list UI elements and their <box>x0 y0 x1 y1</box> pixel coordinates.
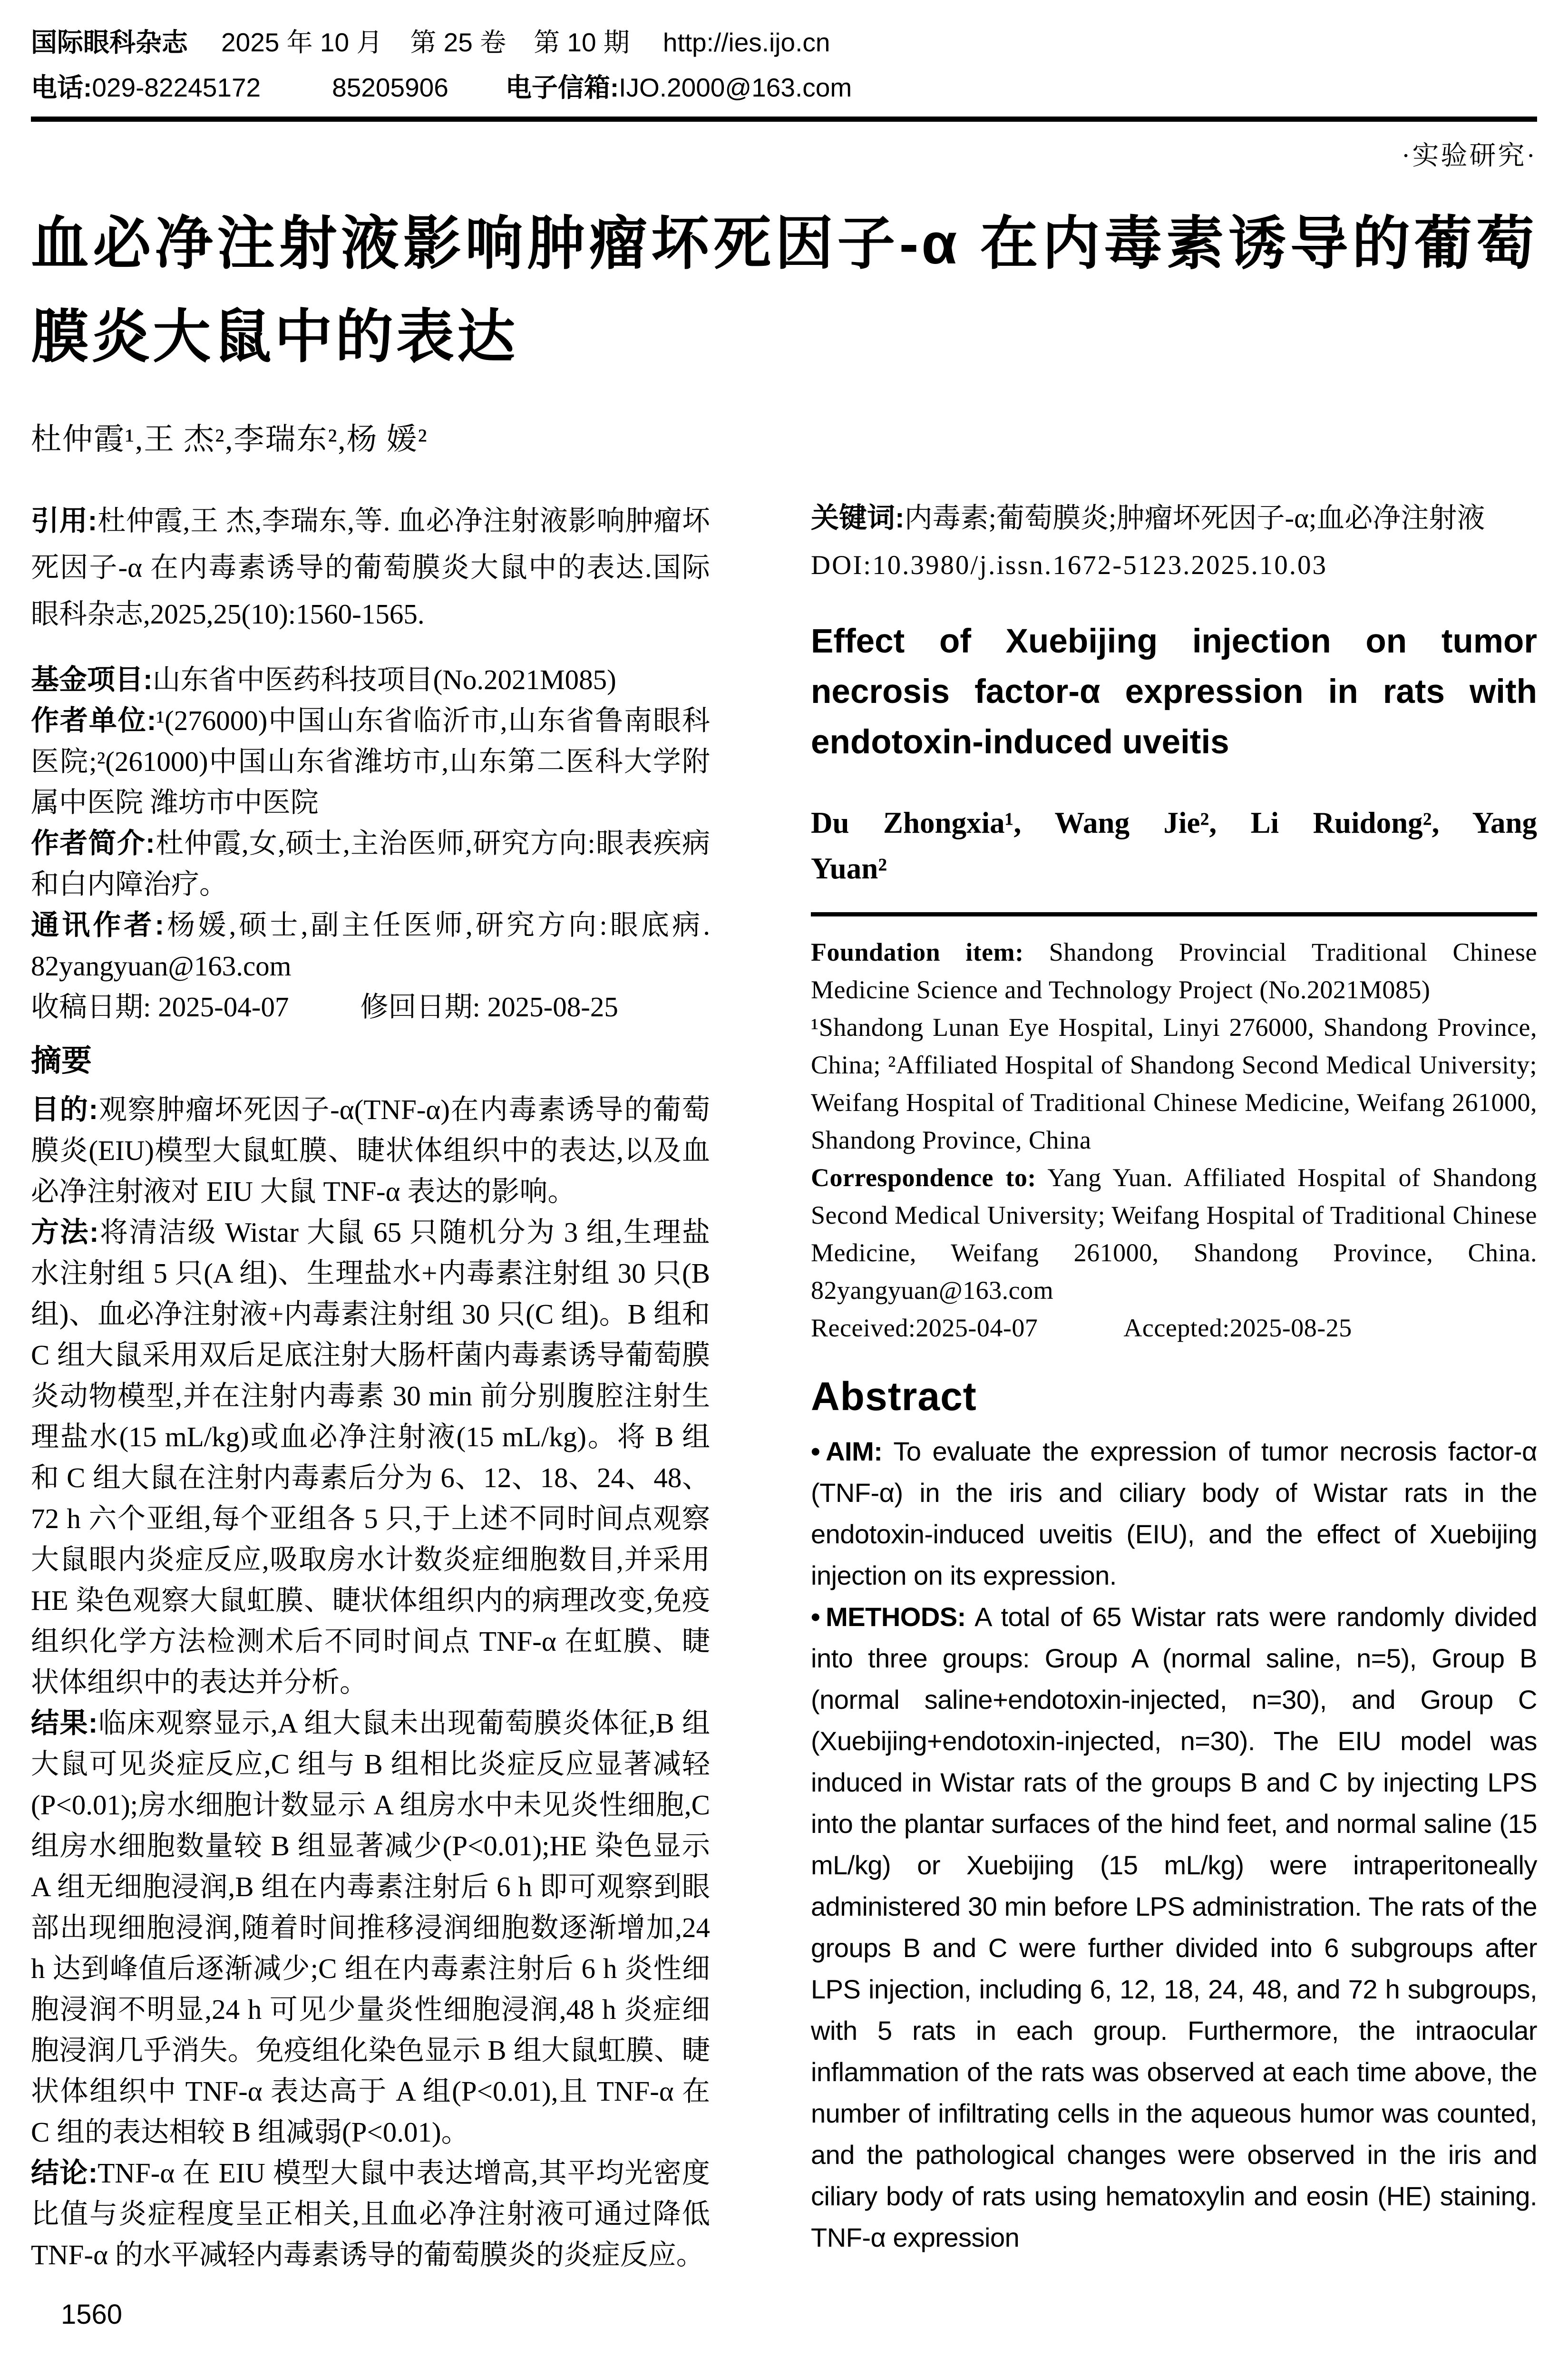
accepted-label-en: Accepted: <box>1123 1313 1230 1342</box>
citation-paragraph <box>31 497 710 637</box>
affiliation-paragraph-en: ¹Shandong Lunan Eye Hospital, Linyi 276000, Shandong Province, China; ²Affiliated Hospital of Shandong Second Medical University; Weifang Hospital of Traditional Chinese Medicine, Weifang 261000, Shandong Province, China <box>811 1013 1537 1154</box>
right-column <box>811 497 1537 2275</box>
phone-label: 电话: <box>31 72 92 102</box>
foundation-text-en: Shandong Provincial Traditional Chinese Medicine Science and Technology Project (No.2021M085) <box>811 937 1537 1004</box>
keywords-paragraph <box>811 497 1537 538</box>
aim-text-cn: 观察肿瘤坏死因子-α(TNF-α)在内毒素诱导的葡萄膜炎(EIU)模型大鼠虹膜、睫状体组织中的表达,以及血必净注射液对 EIU 大鼠 TNF-α 表达的影响。 <box>31 1093 710 1207</box>
methods-text-en: A total of 65 Wistar rats were randomly divided into three groups: Group A (normal saline, n=5), Group B (normal saline+endotoxin-injected, n=30), and Group C (Xuebijing+endotoxin-injected, n=30). The EIU model was induced in Wistar rats of the groups B and C by injecting LPS into the plantar surfaces of the hind feet, and normal saline (15 mL/kg) or Xuebijing (15 mL/kg) were intraperitoneally administered 30 min before LPS administration. The rats of the groups B and C were further divided into 6 subgroups after LPS injection, including 6, 12, 18, 24, 48, and 72 h subgroups, with 5 rats in each group. Furthermore, the intraocular inflammation of the rats was observed at each time above, the number of infiltrating cells in the aqueous humor was counted, and the pathological changes were observed in the iris and ciliary body of rats using hematoxylin and eosin (HE) staining. TNF-α expression <box>811 1601 1537 2252</box>
abstract-heading-en: Abstract <box>811 1374 977 1419</box>
dates-line-cn <box>31 986 710 1027</box>
affiliation-label: 作者单位: <box>31 704 156 736</box>
correspondence-text-cn: 杨媛,硕士,副主任医师,研究方向:眼底病. 82yangyuan@163.com <box>31 909 710 982</box>
journal-name: 国际眼科杂志 <box>31 28 188 57</box>
biography-label: 作者简介: <box>31 827 155 859</box>
affiliation-paragraph <box>31 700 710 823</box>
doi-line: DOI:10.3980/j.issn.1672-5123.2025.10.03 <box>811 550 1327 580</box>
affiliation-text: ¹(276000)中国山东省临沂市,山东省鲁南眼科医院;²(261000)中国山东省潍坊市,山东第二医科大学附属中医院 潍坊市中医院 <box>31 704 710 818</box>
foundation-paragraph-en <box>811 934 1537 1009</box>
methods-paragraph-cn <box>31 1212 710 1703</box>
aim-paragraph-en <box>811 1431 1537 1596</box>
biography-paragraph <box>31 823 710 905</box>
aim-text-en: To evaluate the expression of tumor necrosis factor-α (TNF-α) in the iris and ciliary body of Wistar rats in the endotoxin-induced uveitis (EIU), and the effect of Xuebijing injection on its expression. <box>811 1436 1537 1590</box>
conclusion-paragraph-cn <box>31 2153 710 2275</box>
aim-paragraph-cn <box>31 1089 710 1212</box>
abstract-heading-cn: 摘要 <box>31 1043 92 1078</box>
article-title-en: Effect of Xuebijing injection on tumor necrosis factor-α expression in rats with endotoxin-induced uveitis <box>811 622 1537 761</box>
foundation-label: 基金项目: <box>31 663 153 695</box>
received-label-en: Received: <box>811 1313 916 1342</box>
conclusion-label-cn: 结论: <box>31 2157 98 2189</box>
header-rule <box>31 117 1537 122</box>
journal-issue: 第 10 期 <box>534 28 630 57</box>
dates-line-en <box>811 1309 1537 1347</box>
accepted-date-en: 2025-08-25 <box>1229 1313 1352 1342</box>
revised-label-cn: 修回日期: <box>360 991 480 1023</box>
correspondence-label-en: Correspondence to: <box>811 1163 1036 1192</box>
two-column-body <box>31 497 1537 2275</box>
methods-label-cn: 方法: <box>31 1216 99 1248</box>
keywords-text: 内毒素;葡萄膜炎;肿瘤坏死因子-α;血必净注射液 <box>904 502 1485 534</box>
received-date-cn: 2025-04-07 <box>151 991 289 1023</box>
results-paragraph-cn <box>31 1703 710 2153</box>
results-text-cn: 临床观察显示,A 组大鼠未出现葡萄膜炎体征,B 组大鼠可见炎症反应,C 组与 B 组相比炎症反应显著减轻(P<0.01);房水细胞计数显示 A 组房水中未见炎性细胞,C 组房水细胞数量较 B 组显著减少(P<0.01);HE 染色显示 A 组无细胞浸润,B 组在内毒素注射后 6 h 即可观察到眼部出现细胞浸润,随着时间推移浸润细胞数逐渐增加,24 h 达到峰值后逐渐减少;C 组在内毒素注射后 6 h 炎性细胞浸润不明显,24 h 可见少量炎性细胞浸润,48 h 炎症细胞浸润几乎消失。免疫组化染色显示 B 组大鼠虹膜、睫状体组织中 TNF-α 表达高于 A 组(P<0.01),且 TNF-α 在 C 组的表达相较 B 组减弱(P<0.01)。 <box>31 1707 710 2148</box>
journal-header <box>31 26 1537 122</box>
phone-number-1: 029-82245172 <box>92 72 261 102</box>
foundation-text: 山东省中医药科技项目(No.2021M085) <box>152 663 616 695</box>
received-date-en: 2025-04-07 <box>915 1313 1038 1342</box>
email-label: 电子信箱: <box>505 72 619 102</box>
left-column <box>31 497 710 2275</box>
received-label-cn: 收稿日期: <box>31 991 151 1023</box>
foundation-paragraph <box>31 659 710 700</box>
methods-label-en: METHODS: <box>826 1601 966 1632</box>
email-address: IJO.2000@163.com <box>619 72 852 102</box>
bullet-icon: • <box>811 1601 820 1632</box>
citation-text: 杜仲霞,王 杰,李瑞东,等. 血必净注射液影响肿瘤坏死因子-α 在内毒素诱导的葡萄膜炎大鼠中的表达.国际眼科杂志,2025,25(10):1560-1565. <box>31 505 710 630</box>
correspondence-label-cn: 通讯作者: <box>31 909 165 941</box>
header-line-1 <box>31 26 1537 59</box>
journal-volume: 第 25 卷 <box>410 28 506 57</box>
authors-en: Du Zhongxia¹, Wang Jie², Li Ruidong², Yang Yuan² <box>811 806 1537 885</box>
correspondence-paragraph-en <box>811 1159 1537 1309</box>
revised-date-cn: 2025-08-25 <box>480 991 618 1023</box>
conclusion-text-cn: TNF-α 在 EIU 模型大鼠中表达增高,其平均光密度比值与炎症程度呈正相关,且血必净注射液可通过降低 TNF-α 的水平减轻内毒素诱导的葡萄膜炎的炎症反应。 <box>31 2157 710 2270</box>
page-number: 1560 <box>61 2299 123 2330</box>
citation-label: 引用: <box>31 505 97 536</box>
correspondence-paragraph-cn <box>31 905 710 986</box>
journal-date: 2025 年 10 月 <box>221 28 383 57</box>
aim-label-en: AIM: <box>826 1436 883 1466</box>
phone-number-2: 85205906 <box>332 72 448 102</box>
aim-label-cn: 目的: <box>31 1093 98 1125</box>
methods-text-cn: 将清洁级 Wistar 大鼠 65 只随机分为 3 组,生理盐水注射组 5 只(A 组)、生理盐水+内毒素注射组 30 只(B 组)、血必净注射液+内毒素注射组 30 只(C 组)。B 组和 C 组大鼠采用双后足底注射大肠杆菌内毒素诱导葡萄膜炎动物模型,并在注射内毒素 30 min 前分别腹腔注射生理盐水(15 mL/kg)或血必净注射液(15 mL/kg)。将 B 组和 C 组大鼠在注射内毒素后分为 6、12、18、24、48、72 h 六个亚组,每个亚组各 5 只,于上述不同时间点观察大鼠眼内炎症反应,吸取房水计数炎症细胞数目,并采用 HE 染色观察大鼠虹膜、睫状体组织内的病理改变,免疫组织化学方法检测术后不同时间点 TNF-α 在虹膜、睫状体组织中的表达并分析。 <box>31 1216 710 1698</box>
biography-text: 杜仲霞,女,硕士,主治医师,研究方向:眼表疾病和白内障治疗。 <box>31 827 710 900</box>
correspondence-text-en: Yang Yuan. Affiliated Hospital of Shandong Second Medical University; Weifang Hospital of Traditional Chinese Medicine, Weifang 261000, Shandong Province, China. 82yangyuan@163.com <box>811 1163 1537 1305</box>
article-title-cn: 血必净注射液影响肿瘤坏死因子-α 在内毒素诱导的葡萄膜炎大鼠中的表达 <box>31 211 1537 369</box>
header-line-2 <box>31 71 1537 104</box>
results-label-cn: 结果: <box>31 1707 98 1739</box>
keywords-label: 关键词: <box>811 502 905 534</box>
bullet-icon: • <box>811 1436 820 1466</box>
column-divider-rule <box>811 912 1537 916</box>
journal-website: http://ies.ijo.cn <box>662 28 830 57</box>
authors-cn: 杜仲霞¹,王 杰²,李瑞东²,杨 媛² <box>31 422 428 456</box>
methods-paragraph-en <box>811 1596 1537 2258</box>
article-type-label: ·实验研究· <box>1401 141 1537 171</box>
foundation-label-en: Foundation item: <box>811 937 1024 966</box>
